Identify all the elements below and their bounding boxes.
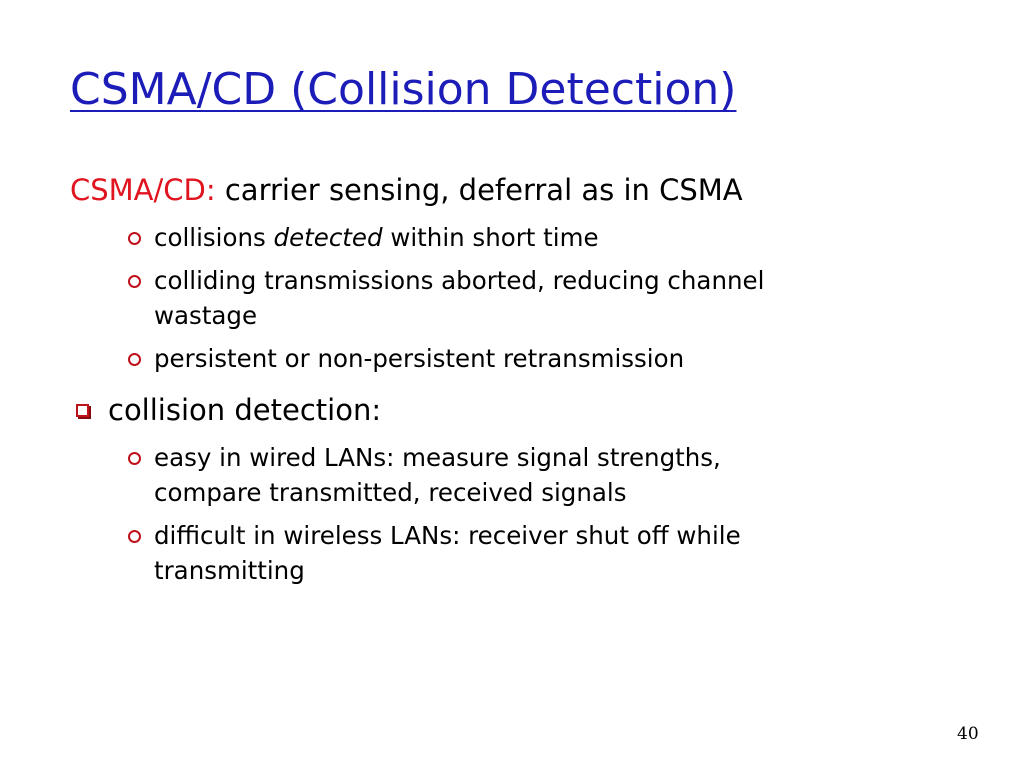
list-item [154, 263, 970, 333]
list-item [154, 518, 970, 588]
circle-bullet-icon [128, 353, 141, 366]
list-item [154, 220, 970, 255]
bullet-text-line1: easy in wired LANs: measure signal strengths, [154, 443, 721, 472]
square-bullet-icon [76, 404, 89, 417]
circle-bullet-icon [128, 275, 141, 288]
bullet-text-line2: wastage [154, 301, 258, 330]
list-item [154, 341, 970, 376]
bullet-text-line1: difficult in wireless LANs: receiver shut off while [154, 521, 741, 550]
list-item [154, 440, 970, 510]
intro-line [70, 168, 970, 212]
bullet-text-line1: colliding transmissions aborted, reducing channel [154, 266, 765, 295]
circle-bullet-icon [128, 530, 141, 543]
bullet-text-line2: compare transmitted, received signals [154, 478, 627, 507]
page-number: 40 [957, 724, 979, 744]
section-label: collision detection: [108, 393, 382, 427]
slide-title: CSMA/CD (Collision Detection) [70, 64, 737, 115]
bullet-text-line1: persistent or non-persistent retransmission [154, 344, 685, 373]
circle-bullet-icon [128, 452, 141, 465]
bullet-text-before: collisions [154, 223, 274, 252]
bullet-text-after: within short time [382, 223, 599, 252]
bullet-text-line2: transmitting [154, 556, 305, 585]
slide-body [70, 168, 970, 588]
intro-lead: CSMA/CD: [70, 173, 216, 207]
section-heading [70, 388, 970, 432]
bullet-text-emphasis: detected [273, 223, 383, 252]
intro-text: carrier sensing, deferral as in CSMA [215, 173, 743, 207]
circle-bullet-icon [128, 232, 141, 245]
